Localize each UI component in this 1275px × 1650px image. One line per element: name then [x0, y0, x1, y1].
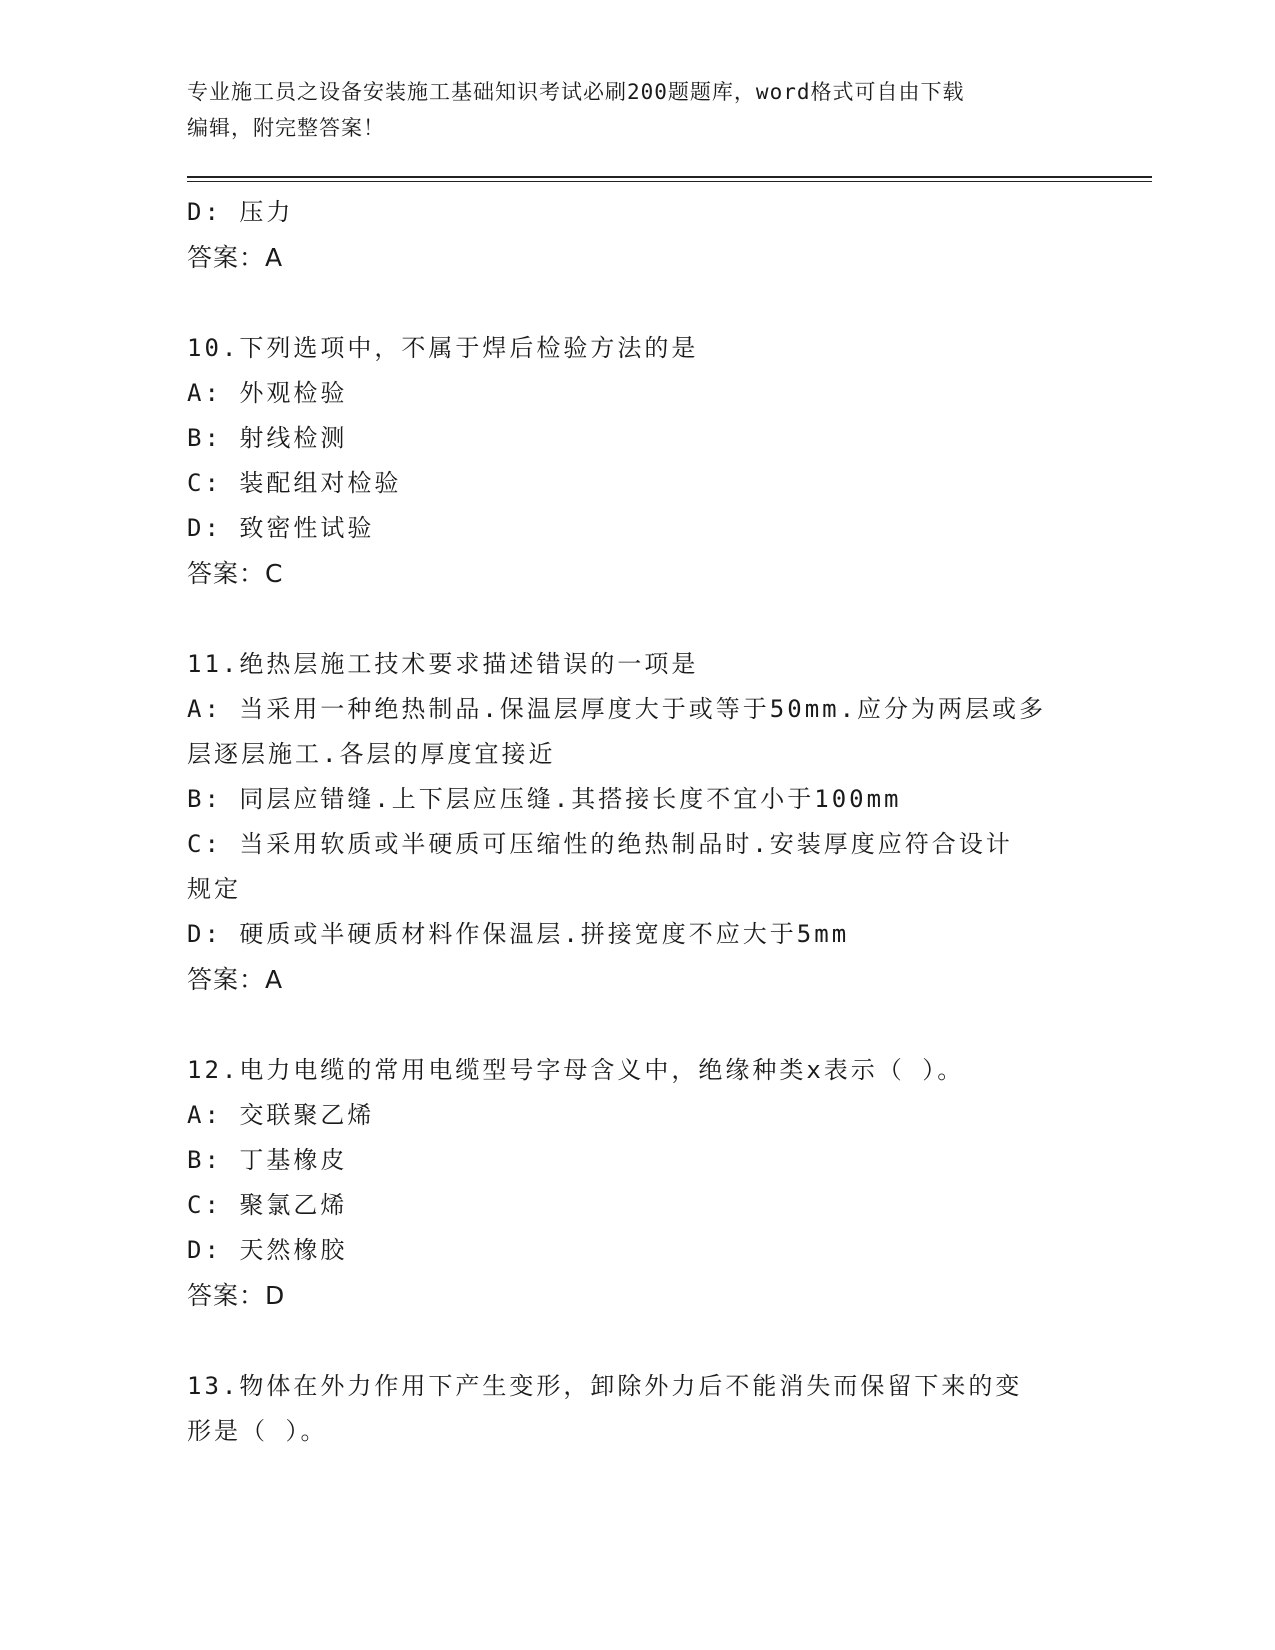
question-content — [187, 190, 1087, 1454]
question-11 — [187, 642, 1087, 1002]
answer: 答案：D — [187, 1281, 286, 1310]
question-text: 11.绝热层施工技术要求描述错误的一项是 — [187, 650, 699, 678]
option-d: D: 天然橡胶 — [187, 1236, 348, 1264]
header-divider-thin — [187, 181, 1152, 182]
previous-question-tail — [187, 190, 1087, 280]
question-text: 12.电力电缆的常用电缆型号字母含义中，绝缘种类x表示（ ）。 — [187, 1056, 965, 1084]
option-a-line-2: 层逐层施工.各层的厚度宜接近 — [187, 740, 556, 768]
option-a-line-1: A: 当采用一种绝热制品.保温层厚度大于或等于50mm.应分为两层或多 — [187, 695, 1047, 723]
document-header — [187, 74, 1067, 146]
answer: 答案：C — [187, 559, 284, 588]
option-d: D: 致密性试验 — [187, 514, 375, 542]
question-10 — [187, 326, 1087, 596]
option-a: A: 交联聚乙烯 — [187, 1101, 375, 1129]
option-c: C: 装配组对检验 — [187, 469, 402, 497]
question-text-line-2: 形是（ ）。 — [187, 1417, 328, 1445]
option-c-line-1: C: 当采用软质或半硬质可压缩性的绝热制品时.安装厚度应符合设计 — [187, 830, 1013, 858]
option-b: B: 丁基橡皮 — [187, 1146, 348, 1174]
option-a: A: 外观检验 — [187, 379, 348, 407]
option-c: C: 聚氯乙烯 — [187, 1191, 348, 1219]
option-b: B: 射线检测 — [187, 424, 348, 452]
question-gap — [187, 280, 1087, 326]
option-c-line-2: 规定 — [187, 875, 241, 903]
header-title-line-2: 编辑，附完整答案！ — [187, 116, 385, 140]
answer: 答案：A — [187, 243, 284, 272]
question-text: 10.下列选项中，不属于焊后检验方法的是 — [187, 334, 699, 362]
option-b: B: 同层应错缝.上下层应压缝.其搭接长度不宜小于100mm — [187, 785, 902, 813]
answer: 答案：A — [187, 965, 284, 994]
option-d: D: 硬质或半硬质材料作保温层.拼接宽度不应大于5mm — [187, 920, 850, 948]
question-gap — [187, 1318, 1087, 1364]
option-d: D: 压力 — [187, 198, 294, 226]
question-12 — [187, 1048, 1087, 1318]
header-divider-thick — [187, 176, 1152, 178]
question-13 — [187, 1364, 1087, 1454]
question-gap — [187, 1002, 1087, 1048]
header-title-line-1: 专业施工员之设备安装施工基础知识考试必刷200题题库，word格式可自由下载 — [187, 80, 965, 104]
question-text-line-1: 13.物体在外力作用下产生变形，卸除外力后不能消失而保留下来的变 — [187, 1372, 1023, 1400]
question-gap — [187, 596, 1087, 642]
